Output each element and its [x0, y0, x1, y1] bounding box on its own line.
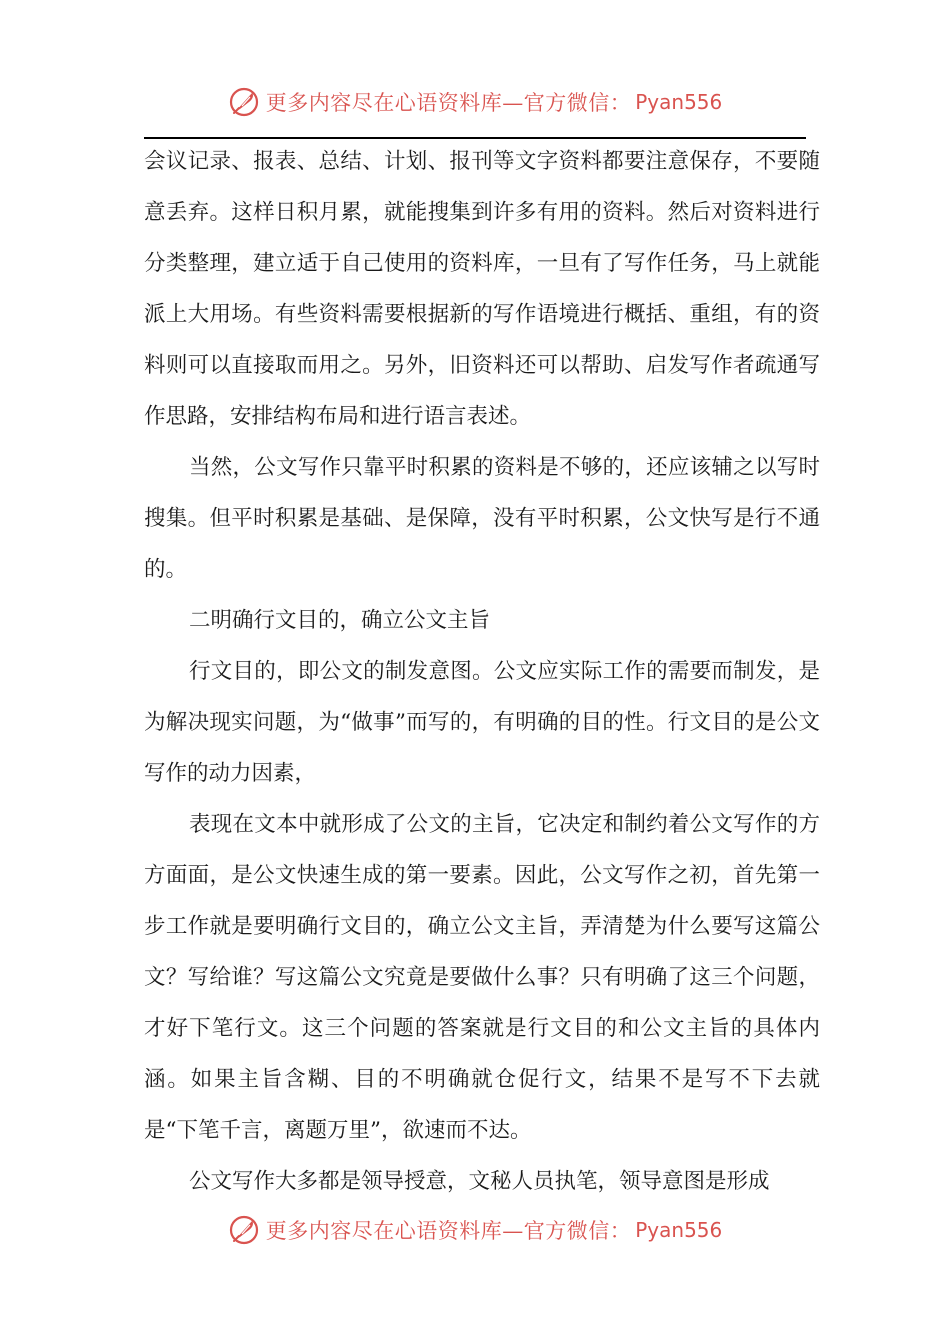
paragraph-5: 公文写作大多都是领导授意，文秘人员执笔，领导意图是形成 — [189, 1169, 770, 1194]
watermark-text: 更多内容尽在心语资料库—官方微信： — [265, 91, 632, 115]
paragraph-4: 表现在文本中就形成了公文的主旨，它决定和制约着公文写作的方方面面，是公文快速生成的第一要素。因此，公文写作之初，首先第一步工作就是要明确行文目的，确立公文主旨，弄清楚为什么要写这篇公文？写给谁？写这篇公文究竟是要做什么事？只有明确了这三个问题，才好下笔行文。这三个问题的答案就是行文目的和公文主旨的具体内涵。如果主旨含糊、目的不明确就仓促行文，结果不是写不下去就是“下笔千言，离题万里”，欲速而不达。 — [144, 812, 820, 1143]
watermark-id: Pyan556 — [635, 1218, 723, 1242]
section-heading: 二明确行文目的，确立公文主旨 — [189, 608, 491, 633]
document-body — [144, 136, 820, 1207]
watermark-text: 更多内容尽在心语资料库—官方微信： — [265, 1219, 632, 1243]
watermark-footer — [0, 1210, 950, 1250]
watermark-id: Pyan556 — [635, 90, 723, 114]
paragraph-1: 会议记录、报表、总结、计划、报刊等文字资料都要注意保存，不要随意丢弃。这样日积月累，就能搜集到许多有用的资料。然后对资料进行分类整理，建立适于自己使用的资料库，一旦有了写作任务，马上就能派上大用场。有些资料需要根据新的写作语境进行概括、重组，有的资料则可以直接取而用之。另外，旧资料还可以帮助、启发写作者疏通写作思路，安排结构布局和进行语言表述。 — [144, 149, 820, 429]
feather-pen-logo-icon — [228, 1214, 260, 1246]
paragraph-2: 当然，公文写作只靠平时积累的资料是不够的，还应该辅之以写时搜集。但平时积累是基础、是保障，没有平时积累，公文快写是行不通的。 — [144, 455, 820, 582]
feather-pen-logo-icon — [228, 86, 260, 118]
paragraph-3: 行文目的，即公文的制发意图。公文应实际工作的需要而制发，是为解决现实问题，为“做事”而写的，有明确的目的性。行文目的是公文写作的动力因素， — [144, 659, 820, 786]
watermark-header — [0, 82, 950, 122]
